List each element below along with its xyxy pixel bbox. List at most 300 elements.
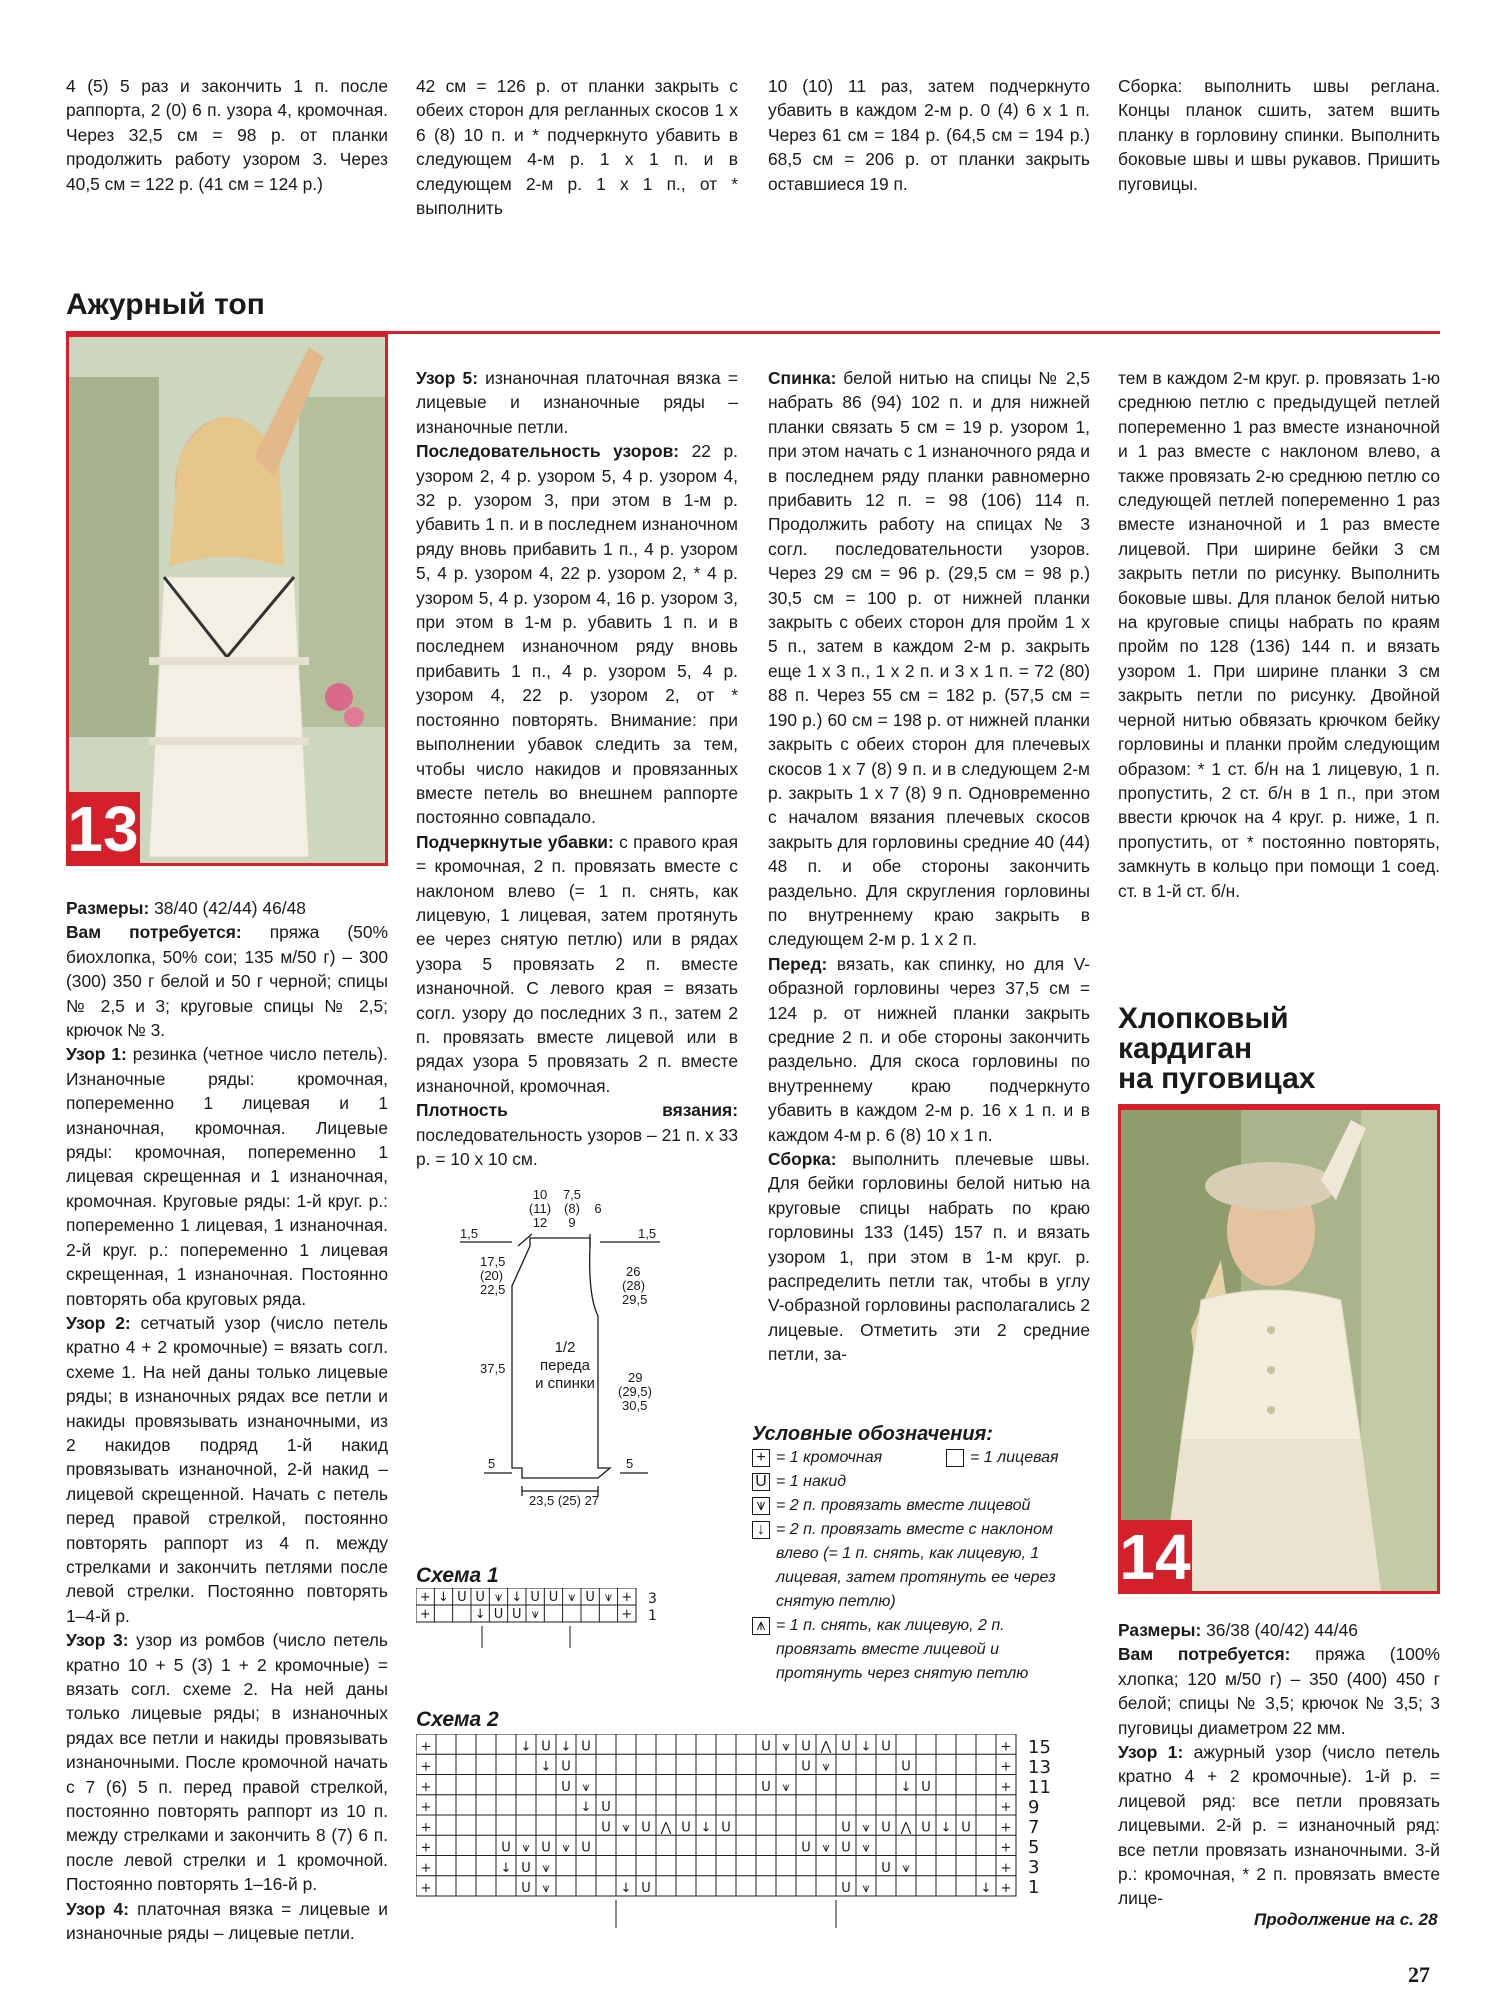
schema1-title: Схема 1 [416, 1564, 499, 1587]
top-col-3: 10 (10) 11 раз, затем подчеркнуто убавить в каждом 2-м р. 0 (4) 6 х 1 п. Через 61 см = 184 р. (64,5 см = 194 р.) 68,5 см = 206 р. от планки закрыть оставшиеся 19 п. [768, 76, 1090, 194]
legend-symbol-sk2p: ⩚ [752, 1617, 770, 1635]
stitch-cell [976, 1856, 996, 1876]
stitch-cell [976, 1734, 996, 1754]
dim-top-1: 10 [532, 1187, 548, 1202]
stitch-cell [836, 1795, 856, 1815]
dim-right-3: (28) [622, 1278, 646, 1293]
stitch-symbol: U [841, 1739, 851, 1755]
stitch-cell [736, 1876, 756, 1896]
stitch-cell [696, 1835, 716, 1855]
stitch-cell [456, 1876, 476, 1896]
stitch-cell [436, 1734, 456, 1754]
stitch-symbol: + [420, 1779, 432, 1795]
schema2-row-5: 5 [1028, 1837, 1040, 1858]
stitch-symbol: U [530, 1590, 540, 1605]
stitch-symbol: + [420, 1759, 432, 1775]
legend-symbol-k2tog: ⩛ [752, 1497, 770, 1515]
stitch-cell [456, 1835, 476, 1855]
stitch-cell [976, 1815, 996, 1835]
stitch-symbol: ⩛ [542, 1860, 550, 1876]
stitch-cell [476, 1754, 496, 1774]
stitch-cell [776, 1754, 796, 1774]
stitch-symbol: U [561, 1759, 571, 1775]
stitch-cell [476, 1795, 496, 1815]
schema1-row-1: 1 [648, 1608, 657, 1624]
legend-symbol-ssk: ↓ [752, 1521, 770, 1539]
stitch-cell [736, 1856, 756, 1876]
stitch-cell [556, 1815, 576, 1835]
dim-left-5: 37,5 [480, 1361, 506, 1376]
stitch-symbol: + [420, 1840, 432, 1856]
stitch-symbol: + [420, 1800, 432, 1815]
stitch-symbol: + [1000, 1759, 1012, 1775]
stitch-cell [636, 1734, 656, 1754]
stitch-symbol: ↓ [500, 1860, 512, 1876]
stitch-symbol: + [1000, 1840, 1012, 1856]
stitch-cell [916, 1795, 936, 1815]
stitch-cell [696, 1795, 716, 1815]
stitch-cell [476, 1815, 496, 1835]
stitch-cell [856, 1775, 876, 1795]
stitch-cell [956, 1775, 976, 1795]
schema2-row-9: 9 [1028, 1797, 1040, 1818]
stitch-symbol: ↓ [438, 1590, 449, 1605]
page-number: 27 [1408, 1962, 1430, 1987]
stitch-cell [516, 1795, 536, 1815]
stitch-cell [656, 1835, 676, 1855]
stitch-symbol: U [561, 1779, 571, 1795]
stitch-cell [636, 1775, 656, 1795]
s13-col-3: Спинка: белой нитью на спицы № 2,5 набрать 86 (94) 102 п. и для нижней планки связать 5 см = 19 р. узором 1, при этом начать с 1 изнаночного ряда и в последнем ряду планки равномерно прибавить 12 п. = 98 (106) 114 п. Продолжить работу на спицах № 3 согл. последовательности узоров. Через 29 см = 96 р. (29,5 см = 98 р.) 30,5 см = 100 р. от нижней планки закрыть с обеих сторон для пройм 1 х 5 п., затем в каждом 2-м р. закрыть еще 1 х 3 п., 1 х 2 п. и 3 х 1 п. = 72 (80) 88 п. Через 55 см = 182 р. (57,5 см = 190 р.) 60 см = 198 р. от нижней планки закрыть с обеих сторон для плечевых скосов 1 х 7 (8) 9 п. и в следующем 2-м р. закрыть 1 х 7 (8) 9 п. Одновременно с началом вязания плечевых скосов закрыть для горловины средние 40 (44) 48 п. и обе стороны закончить раздельно. Для скругления горловины по внутреннему краю закрыть в следующем 2-м р. 1 х 2 п. Перед: вязать, как спинку, но для V-образной горловины через 37,5 см = 124 р. от нижней планки закрыть средние 2 п. и обе стороны закончить раздельно. Для скоса горловины по внутреннему краю подчеркнуто убавить в каждом 2-м р. 16 х 1 п. и в каждом 4-м р. 6 (8) 10 х 1 п. Сборка: выполнить плечевые швы. Для бейки горловины белой нитью на круговые спицы набрать по краю горловины 133 (145) 157 п. и вязать узором 1, при этом в 1-м круг. р. распределить петли так, чтобы в углу V-образной горловины располагались 2 лицевые. Отметить эти 2 средние петли, за- [768, 368, 1090, 1365]
stitch-cell [756, 1815, 776, 1835]
stitch-cell [796, 1775, 816, 1795]
stitch-cell [456, 1775, 476, 1795]
stitch-symbol: U [475, 1590, 485, 1605]
stitch-cell [596, 1876, 616, 1896]
stitch-symbol: U [921, 1820, 931, 1836]
stitch-cell [656, 1734, 676, 1754]
stitch-cell [476, 1856, 496, 1876]
stitch-symbol: ↓ [940, 1820, 952, 1836]
stitch-symbol: U [457, 1590, 467, 1605]
stitch-cell [536, 1775, 556, 1795]
stitch-cell [916, 1876, 936, 1896]
stitch-cell [876, 1876, 896, 1896]
stitch-cell [636, 1795, 656, 1815]
stitch-cell [756, 1835, 776, 1855]
legend-text-knit: = 1 лицевая [970, 1449, 1059, 1466]
stitch-cell [436, 1835, 456, 1855]
stitch-symbol: ⩛ [782, 1739, 790, 1755]
stitch-symbol: ⋀ [900, 1820, 912, 1836]
stitch-cell [856, 1754, 876, 1774]
stitch-cell [599, 1605, 617, 1622]
stitch-cell [716, 1775, 736, 1795]
stitch-cell [756, 1876, 776, 1896]
legend-text-ssk: = 2 п. провязать вместе с наклоном влево (= 1 п. снять, как лицевую, 1 лицевая, затем протянуть ее через снятую петлю) [776, 1521, 1056, 1610]
schema2-title: Схема 2 [416, 1708, 499, 1731]
stitch-symbol: ↓ [860, 1739, 872, 1755]
legend-symbol-yo: U [752, 1473, 770, 1491]
stitch-cell [936, 1754, 956, 1774]
pattern-diagram [460, 1186, 700, 1516]
stitch-cell [956, 1876, 976, 1896]
stitch-cell [476, 1734, 496, 1754]
stitch-cell [956, 1754, 976, 1774]
stitch-symbol: U [881, 1739, 891, 1755]
stitch-cell [976, 1754, 996, 1774]
dim-top-5: (8) [564, 1201, 580, 1216]
dim-bottom: 23,5 (25) 27 [528, 1493, 600, 1508]
dim-top-6: 9 [568, 1215, 576, 1230]
stitch-cell [936, 1876, 956, 1896]
stitch-cell [796, 1815, 816, 1835]
top-col-1: 4 (5) 5 раз и закончить 1 п. после раппорта, 2 (0) 6 п. узора 4, кромочная. Через 32,5 см = 98 р. от планки продолжить работу узором 3. Через 40,5 см = 122 р. (41 см = 124 р.) [66, 76, 388, 194]
stitch-symbol: + [1000, 1881, 1012, 1896]
stitch-cell [736, 1754, 756, 1774]
dim-right-2: 26 [626, 1264, 641, 1279]
stitch-cell [576, 1815, 596, 1835]
dim-left-2: 17,5 [480, 1254, 506, 1269]
stitch-cell [796, 1795, 816, 1815]
stitch-cell [736, 1775, 756, 1795]
legend [752, 1422, 1082, 1686]
stitch-symbol: U [961, 1820, 971, 1836]
stitch-cell [776, 1815, 796, 1835]
stitch-cell [676, 1775, 696, 1795]
stitch-cell [776, 1795, 796, 1815]
stitch-symbol: U [548, 1590, 559, 1605]
stitch-symbol: + [1000, 1739, 1012, 1755]
stitch-cell [816, 1815, 836, 1835]
stitch-cell [596, 1835, 616, 1855]
stitch-cell [516, 1754, 536, 1774]
stitch-cell [876, 1795, 896, 1815]
stitch-cell [656, 1876, 676, 1896]
stitch-cell [876, 1835, 896, 1855]
legend-row-3 [752, 1494, 1082, 1518]
stitch-cell [456, 1856, 476, 1876]
badge-13: 13 [67, 793, 139, 865]
stitch-symbol: U [901, 1759, 911, 1775]
stitch-cell [936, 1856, 956, 1876]
stitch-symbol: + [420, 1820, 432, 1836]
stitch-cell [716, 1734, 736, 1754]
stitch-cell [836, 1754, 856, 1774]
stitch-symbol: U [501, 1840, 511, 1856]
dim-left-1: 1,5 [460, 1226, 479, 1241]
stitch-symbol: + [1000, 1800, 1012, 1815]
stitch-symbol: ↓ [620, 1881, 632, 1896]
dim-right-6: (29,5) [618, 1384, 652, 1399]
stitch-cell [896, 1795, 916, 1815]
stitch-symbol: ⩛ [531, 1607, 539, 1622]
diagram-center-3: и спинки [535, 1375, 595, 1392]
continued-note: Продолжение на с. 28 [1254, 1910, 1438, 1929]
stitch-cell [536, 1815, 556, 1835]
stitch-cell [544, 1605, 562, 1622]
stitch-cell [776, 1876, 796, 1896]
stitch-cell [656, 1856, 676, 1876]
stitch-cell [496, 1815, 516, 1835]
stitch-cell [436, 1815, 456, 1835]
stitch-cell [716, 1754, 736, 1774]
stitch-symbol: U [541, 1840, 551, 1856]
legend-symbol-knit [946, 1449, 964, 1467]
stitch-cell [616, 1856, 636, 1876]
dim-top-3: 12 [532, 1215, 548, 1230]
stitch-cell [436, 1795, 456, 1815]
stitch-cell [976, 1795, 996, 1815]
stitch-cell [796, 1876, 816, 1896]
stitch-cell [616, 1775, 636, 1795]
section14-title [1118, 1004, 1315, 1094]
stitch-symbol: U [841, 1820, 851, 1836]
stitch-symbol: ⩛ [782, 1779, 790, 1795]
stitch-cell [576, 1856, 596, 1876]
stitch-cell [916, 1734, 936, 1754]
stitch-cell [576, 1876, 596, 1896]
stitch-cell [756, 1754, 776, 1774]
stitch-cell [916, 1856, 936, 1876]
stitch-cell [696, 1754, 716, 1774]
stitch-cell [436, 1754, 456, 1774]
stitch-cell [936, 1795, 956, 1815]
stitch-cell [716, 1835, 736, 1855]
stitch-cell [476, 1876, 496, 1896]
stitch-cell [496, 1734, 516, 1754]
stitch-cell [696, 1775, 716, 1795]
schema2-row-1: 1 [1028, 1877, 1040, 1898]
legend-symbol-edge: + [752, 1449, 770, 1467]
stitch-cell [496, 1775, 516, 1795]
stitch-cell [756, 1795, 776, 1815]
stitch-symbol: ⩛ [862, 1840, 870, 1856]
stitch-symbol: U [601, 1800, 611, 1815]
stitch-cell [696, 1856, 716, 1876]
dim-left-3: (20) [480, 1268, 504, 1283]
stitch-symbol: ↓ [520, 1739, 532, 1755]
stitch-cell [816, 1856, 836, 1876]
stitch-symbol: + [420, 1881, 432, 1896]
stitch-cell [776, 1835, 796, 1855]
stitch-symbol: ⩛ [494, 1590, 503, 1605]
stitch-symbol: U [721, 1820, 731, 1836]
stitch-symbol: ⩛ [902, 1860, 910, 1876]
stitch-symbol: U [581, 1840, 591, 1856]
stitch-cell [716, 1856, 736, 1876]
dim-top-4: 7,5 [562, 1187, 582, 1202]
stitch-symbol: U [801, 1739, 811, 1755]
schema2-row-7: 7 [1028, 1817, 1040, 1838]
legend-row-1 [752, 1446, 1082, 1470]
stitch-symbol: ⩛ [822, 1840, 830, 1856]
stitch-cell [636, 1754, 656, 1774]
stitch-symbol: ⩛ [542, 1881, 550, 1896]
stitch-symbol: + [419, 1590, 431, 1605]
stitch-cell [436, 1775, 456, 1795]
stitch-symbol: ⩛ [822, 1759, 830, 1775]
top-col-2: 42 см = 126 р. от планки закрыть с обеих сторон для регланных скосов 1 х 6 (8) 10 п. и * подчеркнуто убавить в следующем 4-м р. 1 х 1 п. и в следующем 2-м р. 1 х 1 п., от * выполнить [416, 76, 738, 219]
photo-14-illustration [1121, 1110, 1437, 1591]
stitch-cell [616, 1734, 636, 1754]
stitch-cell [816, 1795, 836, 1815]
stitch-cell [676, 1856, 696, 1876]
stitch-symbol: ⋀ [820, 1739, 832, 1755]
stitch-symbol: + [1000, 1779, 1012, 1795]
stitch-symbol: + [621, 1607, 633, 1622]
photo-13-illustration [69, 337, 385, 863]
stitch-symbol: U [841, 1881, 851, 1896]
stitch-symbol: ⩛ [562, 1840, 570, 1856]
stitch-symbol: + [621, 1590, 633, 1605]
dim-top-7: 6 [594, 1201, 602, 1216]
stitch-symbol: ⩛ [522, 1840, 530, 1856]
stitch-cell [896, 1876, 916, 1896]
schema1-grid [416, 1588, 676, 1658]
stitch-cell [576, 1754, 596, 1774]
legend-text-sk2p: = 1 п. снять, как лицевую, 2 п. провязать вместе лицевой и протянуть через снятую петлю [776, 1617, 1029, 1682]
stitch-cell [696, 1876, 716, 1896]
stitch-symbol: U [541, 1739, 551, 1755]
s13-col-4: тем в каждом 2-м круг. р. провязать 1-ю среднюю петлю с предыдущей петлей попеременно 1 раз вместе изнаночной и 1 раз вместе с наклоном влево, а также провязать 2-ю среднюю петлю со следующей петлей попеременно 1 раз вместе изнаночной и 1 раз вместе лицевой. При ширине бейки 3 см закрыть петли по рисунку. Выполнить боковые швы. Для планок белой нитью на круговые спицы набрать по краям пройм по 128 (136) 144 п. и вязать узором 1. При ширине планки 3 см закрыть петли по рисунку. Двойной черной нитью обвязать крючком бейку горловины и планки пройм следующим образом: * 1 ст. б/н на 1 лицевую, 1 п. пропустить, 2 ст. б/н в 1 п., при этом ввести крючок на 4 круг. р. ниже, 1 п. пропустить, от * постоянно повторять, замкнуть в кольцо при помощи 1 соед. ст. в 1-й ст. б/н. [1118, 368, 1440, 901]
dim-left-6: 5 [488, 1456, 496, 1471]
stitch-cell [836, 1856, 856, 1876]
dim-right-8: 5 [626, 1456, 634, 1471]
stitch-cell [676, 1795, 696, 1815]
stitch-cell [716, 1876, 736, 1896]
section13-title: Ажурный топ [66, 288, 265, 321]
schema2-row-13: 13 [1028, 1757, 1051, 1778]
legend-row-2 [752, 1470, 1082, 1494]
stitch-cell [896, 1734, 916, 1754]
stitch-cell [736, 1734, 756, 1754]
stitch-symbol: U [601, 1820, 611, 1836]
stitch-cell [581, 1605, 599, 1622]
stitch-cell [436, 1876, 456, 1896]
stitch-cell [476, 1835, 496, 1855]
s13-col-1: Размеры: 38/40 (42/44) 46/48 Вам потребуется: пряжа (50% биохлопка, 50% сои; 135 м/50 г) – 300 (300) 350 г белой и 50 г черной; спицы № 2,5 и 3; круговые спицы № 2,5; крючок № 3. Узор 1: резинка (четное число петель). Изнаночные ряды: кромочная, попеременно 1 лицевая и 1 изнаночная, кромочная. Лицевые ряды: кромочная, попеременно 1 лицевая скрещенная и 1 изнаночная, кромочная. Круговые ряды: 1-й круг. р.: попеременно 1 лицевая, 1 изнаночная. 2-й круг. р.: попеременно 1 лицевая скрещенная, 1 изнаночная. Постоянно повторять оба круговых ряда. Узор 2: сетчатый узор (число петель кратно 4 + 2 кромочные) = вязать согл. схеме 1. На ней даны только лицевые ряды; в изнаночных рядах все петли и накиды провязывать изнаночными, из 2 накидов подряд 1-й накид провязывать изнаночной, 2-й накид – лицевой скрещенной. Начать с петель перед правой стрелкой, постоянно повторять раппорт из 4 п. между стрелками и закончить петлями после левой стрелки. Постоянно повторять 1–4-й р. Узор 3: узор из ромбов (число петель кратно 10 + 5 (3) 1 + 2 кромочные) = вязать согл. схеме 2. На ней даны только лицевые ряды; в изнаночных рядах все петли и накиды провязывать изнаночными. После кромочной начать с 7 (6) 5 п. перед правой стрелкой, постоянно повторять раппорт из 10 п. между стрелками и закончить 8 (7) 6 п. после левой стрелки и 1 кромочной. Постоянно повторять 1–16-й р. Узор 4: платочная вязка = лицевые и изнаночные ряды – лицевые петли. [66, 898, 388, 1944]
stitch-symbol: ↓ [474, 1607, 486, 1622]
stitch-cell [496, 1876, 516, 1896]
stitch-cell [456, 1734, 476, 1754]
stitch-cell [796, 1856, 816, 1876]
stitch-cell [596, 1734, 616, 1754]
stitch-cell [736, 1815, 756, 1835]
dim-right-5: 29 [628, 1370, 643, 1385]
stitch-symbol: ↓ [560, 1739, 572, 1755]
stitch-cell [916, 1835, 936, 1855]
stitch-symbol: U [581, 1739, 591, 1755]
stitch-symbol: ⩛ [862, 1881, 870, 1896]
stitch-symbol: U [881, 1820, 891, 1836]
stitch-symbol: ↓ [580, 1800, 592, 1815]
stitch-cell [956, 1856, 976, 1876]
stitch-cell [656, 1754, 676, 1774]
stitch-cell [716, 1795, 736, 1815]
stitch-cell [596, 1775, 616, 1795]
dim-left-4: 22,5 [480, 1282, 506, 1297]
stitch-symbol: ⩛ [622, 1820, 630, 1836]
legend-text-edge: = 1 кромочная [776, 1449, 883, 1466]
schema2-grid [416, 1734, 1076, 1934]
section14-title-line-1: Хлопковый [1118, 1002, 1289, 1035]
stitch-symbol: U [512, 1607, 522, 1622]
stitch-symbol: U [641, 1881, 651, 1896]
stitch-symbol: ⩛ [582, 1779, 590, 1795]
legend-row-4 [752, 1518, 1082, 1614]
stitch-cell [436, 1856, 456, 1876]
stitch-cell [476, 1775, 496, 1795]
stitch-cell [676, 1835, 696, 1855]
stitch-symbol: + [1000, 1820, 1012, 1836]
stitch-cell [736, 1795, 756, 1815]
stitch-cell [656, 1795, 676, 1815]
stitch-cell [556, 1856, 576, 1876]
stitch-cell [836, 1775, 856, 1795]
stitch-symbol: U [681, 1820, 691, 1836]
stitch-cell [896, 1835, 916, 1855]
dim-top-2: (11) [528, 1201, 552, 1216]
stitch-cell [976, 1835, 996, 1855]
stitch-cell [596, 1856, 616, 1876]
stitch-symbol: U [801, 1759, 811, 1775]
dim-right-1: 1,5 [638, 1226, 657, 1241]
stitch-cell [756, 1856, 776, 1876]
stitch-cell [676, 1876, 696, 1896]
stitch-cell [636, 1835, 656, 1855]
schema2-row-11: 11 [1028, 1777, 1051, 1798]
stitch-symbol: + [420, 1739, 432, 1755]
stitch-symbol: U [841, 1840, 851, 1856]
stitch-cell [616, 1795, 636, 1815]
stitch-cell [434, 1605, 452, 1622]
stitch-cell [536, 1795, 556, 1815]
schema2-row-3: 3 [1028, 1857, 1040, 1878]
stitch-cell [636, 1856, 656, 1876]
top-col-4: Сборка: выполнить швы реглана. Концы планок сшить, затем вшить планку в горловину спинки. Выполнить боковые швы и швы рукавов. Пришить пуговицы. [1118, 76, 1440, 194]
dim-right-4: 29,5 [622, 1292, 648, 1307]
stitch-cell [676, 1734, 696, 1754]
stitch-symbol: U [493, 1607, 504, 1622]
stitch-symbol: ↓ [511, 1590, 523, 1605]
stitch-cell [563, 1605, 581, 1622]
stitch-cell [856, 1795, 876, 1815]
stitch-cell [456, 1754, 476, 1774]
stitch-symbol: U [921, 1779, 931, 1795]
stitch-symbol: U [521, 1881, 531, 1896]
stitch-cell [956, 1835, 976, 1855]
stitch-symbol: U [881, 1860, 891, 1876]
stitch-symbol: ⩛ [568, 1590, 576, 1605]
stitch-symbol: ⋀ [660, 1820, 672, 1836]
legend-row-5 [752, 1614, 1082, 1686]
stitch-cell [956, 1734, 976, 1754]
stitch-cell [496, 1795, 516, 1815]
section14-title-line-2: кардиган [1118, 1032, 1253, 1065]
diagram-center-1: 1/2 [554, 1339, 576, 1356]
stitch-cell [616, 1754, 636, 1774]
stitch-cell [816, 1775, 836, 1795]
stitch-cell [456, 1815, 476, 1835]
stitch-symbol: U [761, 1779, 771, 1795]
stitch-cell [556, 1876, 576, 1896]
schema2-row-15: 15 [1028, 1737, 1051, 1758]
stitch-cell [936, 1835, 956, 1855]
stitch-cell [736, 1835, 756, 1855]
stitch-symbol: + [419, 1607, 431, 1622]
stitch-symbol: U [641, 1820, 651, 1836]
